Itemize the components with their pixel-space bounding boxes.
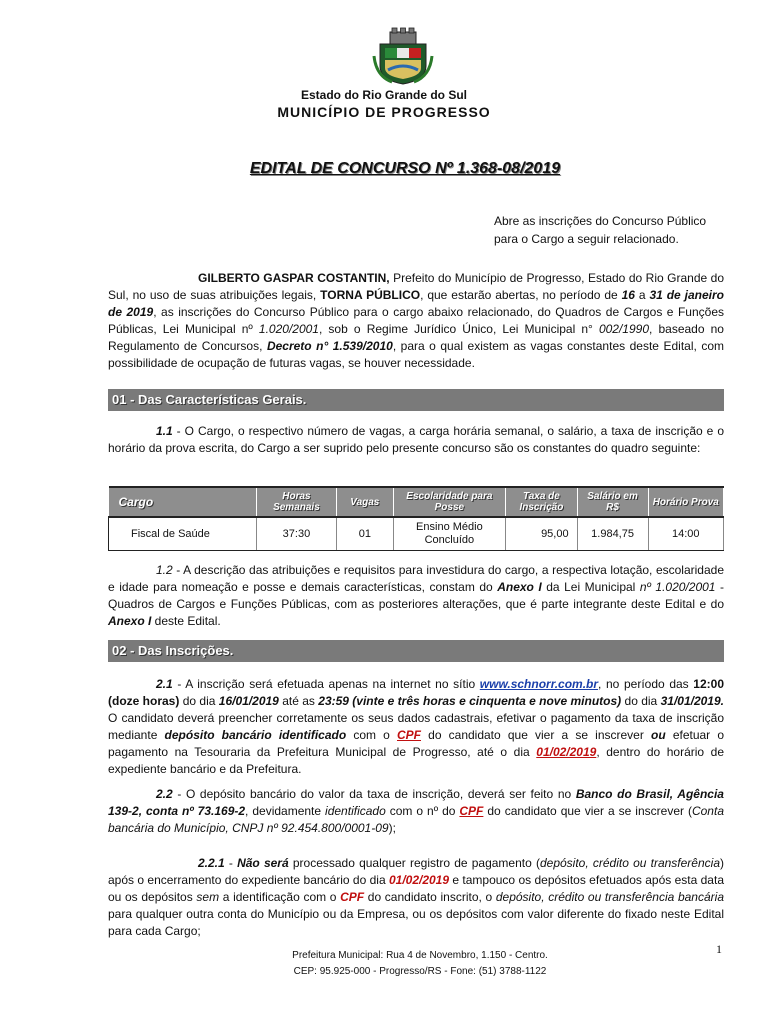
emphasis: Não será	[237, 856, 289, 870]
text: , devidamente	[245, 804, 326, 818]
text: , para o qual existem as vagas constantes deste Edital, com possibilidade de ocupação de futuras vagas, se houver necessidade.	[108, 339, 724, 370]
text: , as inscrições do Concurso Público para o cargo abaixo relacionado, do Quadros de Cargos e Funções Públicas, Lei Municipal nº	[108, 305, 724, 336]
emphasis: depósito, crédito ou transferência	[539, 856, 720, 870]
footer-contact: CEP: 95.925-000 - Progresso/RS - Fone: (51) 3788-1122	[293, 966, 547, 977]
date: 16	[621, 288, 635, 302]
cell-escolaridade: Ensino Médio Concluído	[393, 517, 506, 551]
edital-title: EDITAL DE CONCURSO Nº 1.368-08/2019	[249, 160, 561, 177]
text: O candidato deverá preencher corretamente os seus dados cadastrais, efetivar o pagamento da taxa de inscrição mediante	[108, 711, 724, 742]
text: deste Edital.	[151, 614, 221, 628]
header-salario: Salário em R$	[577, 487, 648, 517]
text: do candidato inscrito, o	[364, 890, 496, 904]
text: - A descrição das atribuições e requisitos para investidura do cargo, a respectiva lotação, escolaridade e idade para nomeação e posse e demais características, constam do	[108, 563, 724, 594]
header-horas: Horas Semanais	[256, 487, 336, 517]
edital-abstract	[494, 212, 744, 248]
text: Prefeito do Município de Progresso, Estado do Rio Grande do Sul, no uso de suas atribuições legais,	[108, 271, 724, 302]
paragraph-2-1	[108, 676, 724, 778]
footer-address: Prefeitura Municipal: Rua 4 de Novembro, 1.150 - Centro.	[292, 950, 548, 961]
header-escolaridade: Escolaridade para Posse	[393, 487, 506, 517]
text: - O Cargo, o respectivo número de vagas, a carga horária semanal, o salário, a taxa de inscrição e o horário da prova escrita, do Cargo a ser suprido pelo presente concurso são os constantes do quadro seguinte:	[108, 424, 724, 455]
state-name: Estado do Rio Grande do Sul	[300, 88, 467, 102]
text: - O depósito bancário do valor da taxa de inscrição, deverá ser feito no	[172, 787, 576, 801]
municipality-name: MUNICÍPIO DE PROGRESSO	[277, 104, 491, 120]
cpf-highlight: CPF	[397, 728, 421, 742]
text: efetuar o pagamento na Tesouraria da Prefeitura Municipal de Progresso, até o dia	[108, 728, 725, 759]
clause-number: 2.1	[156, 677, 173, 691]
header-horario: Horário Prova	[648, 487, 723, 517]
text: a	[634, 288, 650, 302]
text: até as	[278, 694, 319, 708]
text: do dia	[621, 694, 661, 708]
text: com o nº do	[385, 804, 460, 818]
date-highlight: 01/02/2019	[536, 745, 597, 759]
clause-number: 1.2	[156, 563, 173, 577]
law-ref: nº 1.020/2001	[639, 580, 716, 594]
law-ref: 1.020/2001	[258, 322, 319, 336]
header-vagas: Vagas	[337, 487, 393, 517]
cargo-table-header	[109, 487, 724, 517]
cpf-highlight: CPF	[340, 890, 365, 904]
date: 31/01/2019.	[660, 694, 724, 708]
text: , sob o Regime Jurídico Único, Lei Municipal n°	[318, 322, 599, 336]
annex-ref: Anexo I	[108, 614, 152, 628]
section-header-01: 01 - Das Características Gerais.	[108, 389, 724, 411]
paragraph-2-2-1	[108, 855, 724, 940]
text: , no período das	[598, 677, 694, 691]
text: );	[388, 821, 396, 835]
opening-paragraph	[108, 270, 724, 372]
text: processado qualquer registro de pagamento (	[288, 856, 540, 870]
text: do candidato que vier a se inscrever	[421, 728, 651, 742]
header-cargo: Cargo	[109, 487, 257, 517]
clause-number: 1.1	[156, 424, 173, 438]
cell-taxa: 95,00	[506, 517, 577, 551]
cell-horas: 37:30	[256, 517, 336, 551]
cell-cargo: Fiscal de Saúde	[109, 517, 257, 551]
registration-website-link[interactable]: www.schnorr.com.br	[479, 677, 599, 691]
text: - A inscrição será efetuada apenas na internet no sítio	[172, 677, 480, 691]
emphasis: depósito, crédito ou transferência bancária	[495, 890, 724, 904]
abstract-line-1: Abre as inscrições do Concurso Público	[494, 214, 707, 228]
annex-ref: Anexo I	[497, 580, 542, 594]
text: para qualquer outra conta do Município ou da Empresa, ou os depósitos com valor diferente do fixado neste Edital para cada Cargo;	[108, 907, 724, 938]
header-taxa: Taxa de Inscrição	[506, 487, 577, 517]
time-bold: 12:00 (doze horas)	[108, 677, 724, 708]
date: 31 de janeiro de 2019	[108, 288, 724, 319]
paragraph-2-2	[108, 786, 724, 837]
clause-number: 2.2	[156, 787, 173, 801]
text: , baseado no Regulamento de Concursos,	[108, 322, 724, 353]
date: 16/01/2019	[218, 694, 279, 708]
paragraph-1-1	[108, 423, 724, 457]
text: - Quadros de Cargos e Funções Públicas, com as posteriores alterações, que é parte integrante deste Edital e do	[108, 580, 724, 611]
text: do candidato que vier a se inscrever (	[483, 804, 692, 818]
emphasis: sem	[196, 890, 220, 904]
cell-vagas: 01	[337, 517, 393, 551]
date-highlight: 01/02/2019	[388, 873, 450, 887]
text: , dentro do horário de expediente bancário e da Prefeitura.	[108, 745, 725, 776]
text: e tampouco os depósitos efetuados após esta data ou os depósitos	[108, 873, 724, 904]
emphasis: depósito bancário identificado	[164, 728, 347, 742]
text: , que estarão abertas, no período de	[420, 288, 622, 302]
text: com o	[346, 728, 397, 742]
cpf-highlight: CPF	[459, 804, 484, 818]
clause-number: 2.2.1	[198, 856, 225, 870]
cell-horario: 14:00	[648, 517, 723, 551]
page-number: 1	[716, 942, 722, 956]
section-header-02: 02 - Das Inscrições.	[108, 640, 724, 662]
emphasis: ou	[651, 728, 666, 742]
table-row	[109, 517, 724, 551]
law-ref: 002/1990	[598, 322, 650, 336]
mayor-name: GILBERTO GASPAR COSTANTIN,	[198, 271, 390, 285]
emphasis: identificado	[325, 804, 386, 818]
text: do dia	[179, 694, 219, 708]
decree-ref: Decreto n° 1.539/2010	[266, 339, 393, 353]
time-bold: 23:59 (vinte e três horas e cinquenta e nove minutos)	[318, 694, 622, 708]
bank-account: Banco do Brasil, Agência 139-2, conta nº 73.169-2	[108, 787, 724, 818]
text-bold: TORNA PÚBLICO	[320, 288, 421, 302]
paragraph-1-2	[108, 562, 724, 630]
text: ) após o encerramento do expediente bancário do dia	[108, 856, 724, 887]
abstract-line-2: para o Cargo a seguir relacionado.	[494, 232, 679, 246]
text: -	[224, 856, 238, 870]
text: da Lei Municipal	[541, 580, 640, 594]
account-info: Conta bancária do Município, CNPJ nº 92.454.800/0001-09	[108, 804, 724, 835]
municipal-coat-of-arms-icon	[372, 26, 434, 86]
text: a identificação com o	[219, 890, 341, 904]
cargo-table	[108, 486, 724, 551]
cell-salario: 1.984,75	[577, 517, 648, 551]
